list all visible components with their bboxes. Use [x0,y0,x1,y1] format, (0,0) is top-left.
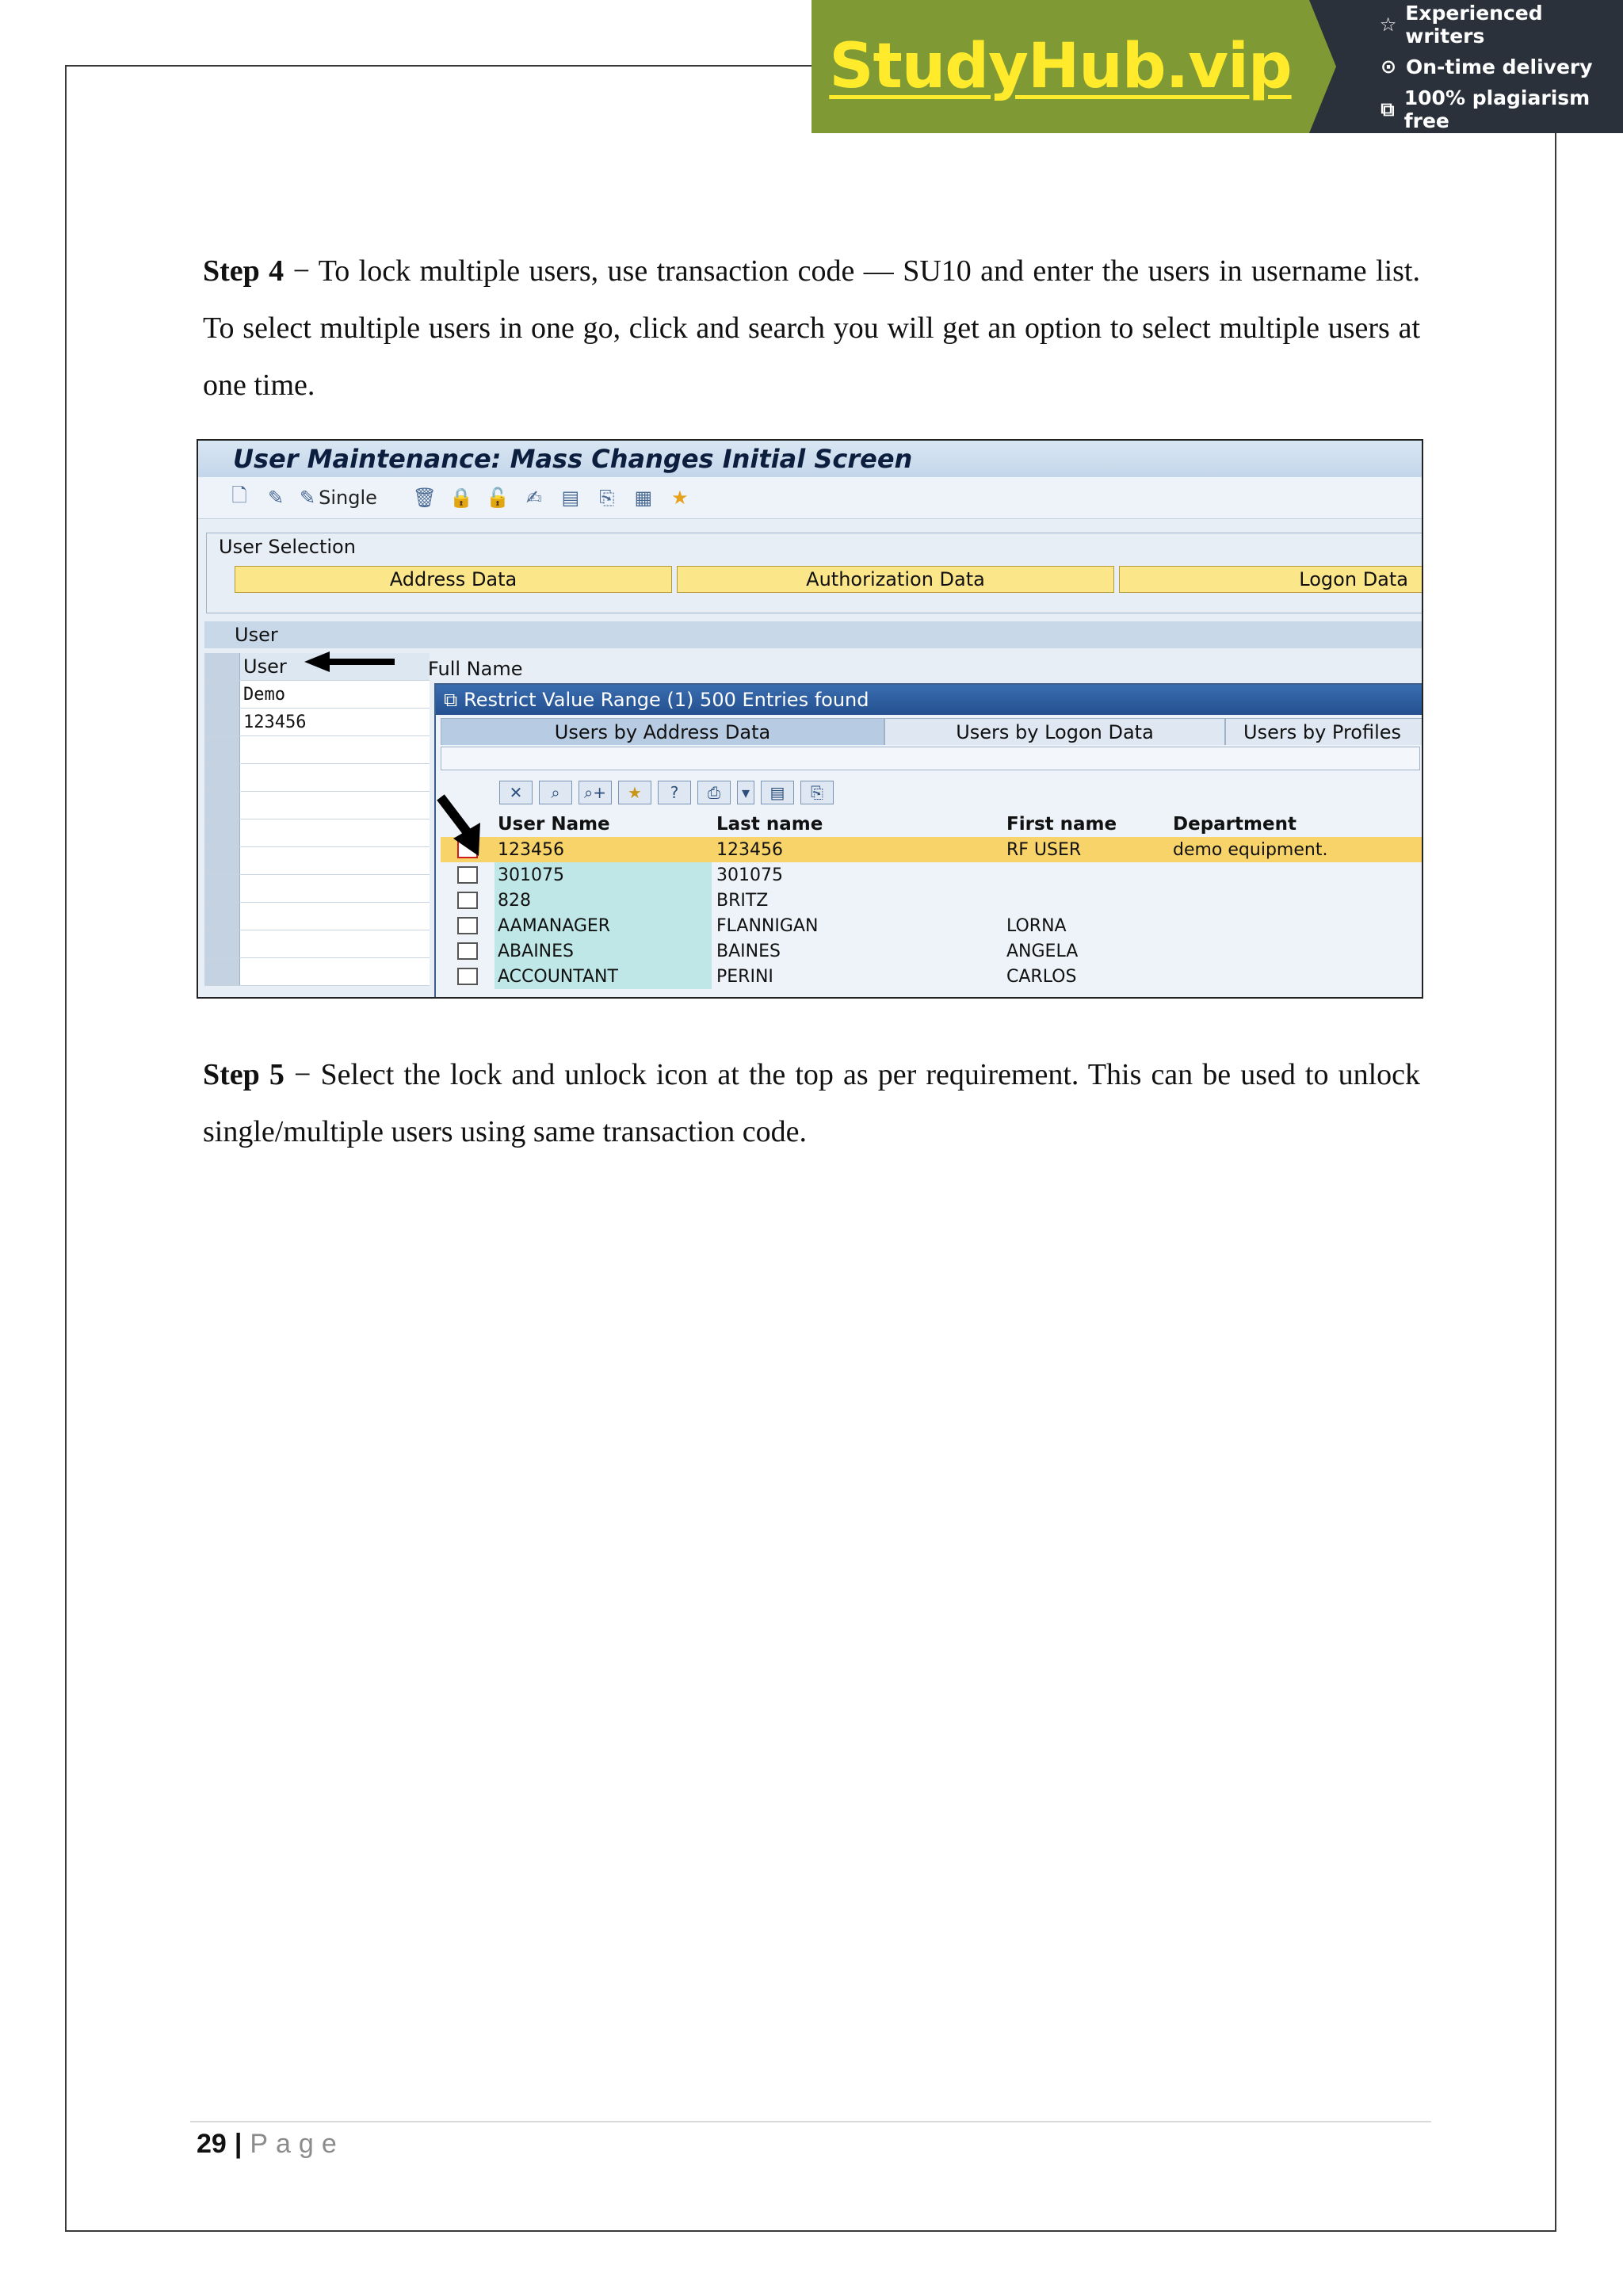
studyhub-banner[interactable] [812,0,1623,133]
dropdown-icon[interactable]: ▾ [737,781,754,804]
last-name-cell: FLANNIGAN [716,915,819,936]
value-range-table [441,812,1423,989]
page-footer [197,2129,345,2160]
tab-users-by-address-data[interactable]: Users by Address Data [441,718,884,745]
new-document-icon[interactable]: 🗋 [231,483,247,506]
user-cell[interactable]: 123456 [240,709,430,735]
user-name-cell: ACCOUNTANT [495,964,712,989]
banner-features [1309,0,1623,133]
step4-label: Step 4 [203,254,285,288]
popup-title-bar [436,685,1423,715]
table-row[interactable] [441,938,1423,964]
authorization-data-button[interactable]: Authorization Data [677,566,1114,593]
user-name-cell: 828 [495,888,712,913]
clock-icon: ⊙ [1380,55,1397,78]
user-column-header: User [240,653,430,680]
col-first-name[interactable]: First name [1006,814,1117,835]
feature-label: On-time delivery [1406,55,1593,78]
lock-icon[interactable]: 🔒 [449,487,473,509]
user-name-cell: ABAINES [495,938,712,964]
full-name-header: Full Name [428,658,523,680]
first-name-cell: RF USER [1006,839,1082,860]
logon-data-button[interactable]: Logon Data [1119,566,1423,593]
table-row[interactable] [204,709,430,736]
logo-text: StudyHub.vip [829,31,1292,102]
step4-paragraph [203,243,1420,414]
table-row[interactable] [204,736,430,764]
table-row[interactable] [441,837,1423,862]
arrow-down-icon [434,793,498,864]
table-row[interactable] [204,930,430,958]
sap-toolbar [198,477,1422,519]
feature-on-time-delivery [1377,55,1623,78]
info-icon[interactable]: ★ [671,487,689,509]
step4-text: − To lock multiple users, use transaction code — SU10 and enter the users in username list. To select multiple users in one go, click and search you will get an option to select multiple users at one time. [203,254,1420,402]
table-row[interactable] [441,913,1423,938]
last-name-cell: PERINI [716,966,773,987]
table-header-row [441,812,1423,837]
log-icon[interactable]: ▦ [634,487,653,509]
table-row[interactable] [204,819,430,847]
export-icon[interactable]: ⎘ [599,487,615,509]
col-user-name[interactable]: User Name [498,814,610,835]
feature-plagiarism-free [1377,86,1623,132]
transfer-icon[interactable]: ▤ [561,487,580,509]
row-checkbox[interactable] [457,968,478,985]
copy-icon: ⧉ [1381,97,1395,120]
department-cell: demo equipment. [1173,839,1328,860]
first-name-cell: ANGELA [1006,941,1079,961]
single-edit-button[interactable] [300,487,377,509]
popup-filter-strip [441,747,1420,770]
table-row[interactable] [204,681,430,709]
col-department[interactable]: Department [1173,814,1296,835]
table-row[interactable] [441,888,1423,913]
feature-experienced-writers [1377,2,1623,48]
table-row[interactable] [204,847,430,875]
row-checkbox[interactable] [457,866,478,884]
user-name-cell: 301075 [495,862,712,888]
feature-label: 100% plagiarism free [1403,86,1591,132]
footer-divider [190,2121,1431,2122]
sap-screenshot [197,439,1423,999]
first-name-cell: LORNA [1006,915,1067,936]
find-icon[interactable]: ⌕ [539,781,572,804]
user-name-cell: 123456 [498,839,564,860]
password-icon[interactable]: ✍ [525,487,542,509]
col-last-name[interactable]: Last name [716,814,823,835]
table-row[interactable] [204,792,430,819]
star-icon: ☆ [1379,13,1397,36]
unlock-icon[interactable]: 🔓 [485,487,510,509]
single-label: Single [319,487,377,509]
pencil-icon: ✎ [300,487,316,509]
print-icon[interactable]: ⎙ [697,781,731,804]
restrict-value-range-popup [434,683,1423,999]
last-name-cell: BRITZ [716,890,769,911]
popup-toolbar [436,775,1423,810]
user-grid [204,653,430,999]
row-checkbox[interactable] [457,892,478,909]
feature-label: Experienced writers [1405,1,1543,48]
last-name-cell: 301075 [716,865,783,885]
table-row[interactable] [204,903,430,930]
popup-tabs [436,718,1423,747]
table-row[interactable] [204,764,430,792]
page-number: 29 [197,2129,227,2159]
footer-separator: | [234,2129,242,2159]
popup-title: Restrict Value Range (1) 500 Entries found [464,689,869,711]
table-row[interactable] [441,862,1423,888]
export-list-icon[interactable]: ⎘ [800,781,834,804]
user-selection-label: User Selection [219,536,356,558]
find-next-icon[interactable]: ⌕+ [579,781,612,804]
last-name-cell: 123456 [716,839,783,860]
cancel-icon[interactable]: ✕ [499,781,533,804]
last-name-cell: BAINES [716,941,781,961]
sap-window-title: User Maintenance: Mass Changes Initial Screen [198,441,1422,477]
user-section-header: User [204,621,1423,648]
help-icon[interactable]: ? [658,781,691,804]
user-name-cell: AAMANAGER [495,913,712,938]
step5-text: − Select the lock and unlock icon at the top as per requirement. This can be used to unlock single/multiple users using same transaction code. [203,1058,1420,1148]
table-row[interactable] [204,875,430,903]
table-row[interactable] [441,964,1423,989]
page-word: Page [250,2129,345,2159]
edit-pencil-icon[interactable]: ✎ [267,487,285,509]
step5-label: Step 5 [203,1058,285,1091]
address-data-button[interactable]: Address Data [235,566,672,593]
first-name-cell: CARLOS [1006,966,1077,987]
tab-users-by-profiles[interactable]: Users by Profiles [1225,718,1423,745]
step5-paragraph [203,1046,1420,1160]
delete-icon[interactable]: 🗑 [412,487,437,509]
user-cell[interactable]: Demo [240,681,430,708]
studyhub-logo[interactable] [812,0,1309,133]
table-row[interactable] [204,958,430,986]
popup-window-icon: ⧉ [444,689,458,711]
arrow-left-icon [301,650,396,674]
row-checkbox[interactable] [457,917,478,934]
favorites-icon[interactable]: ★ [618,781,651,804]
row-checkbox[interactable] [457,942,478,960]
copy-list-icon[interactable]: ▤ [761,781,794,804]
tab-users-by-logon-data[interactable]: Users by Logon Data [884,718,1225,745]
